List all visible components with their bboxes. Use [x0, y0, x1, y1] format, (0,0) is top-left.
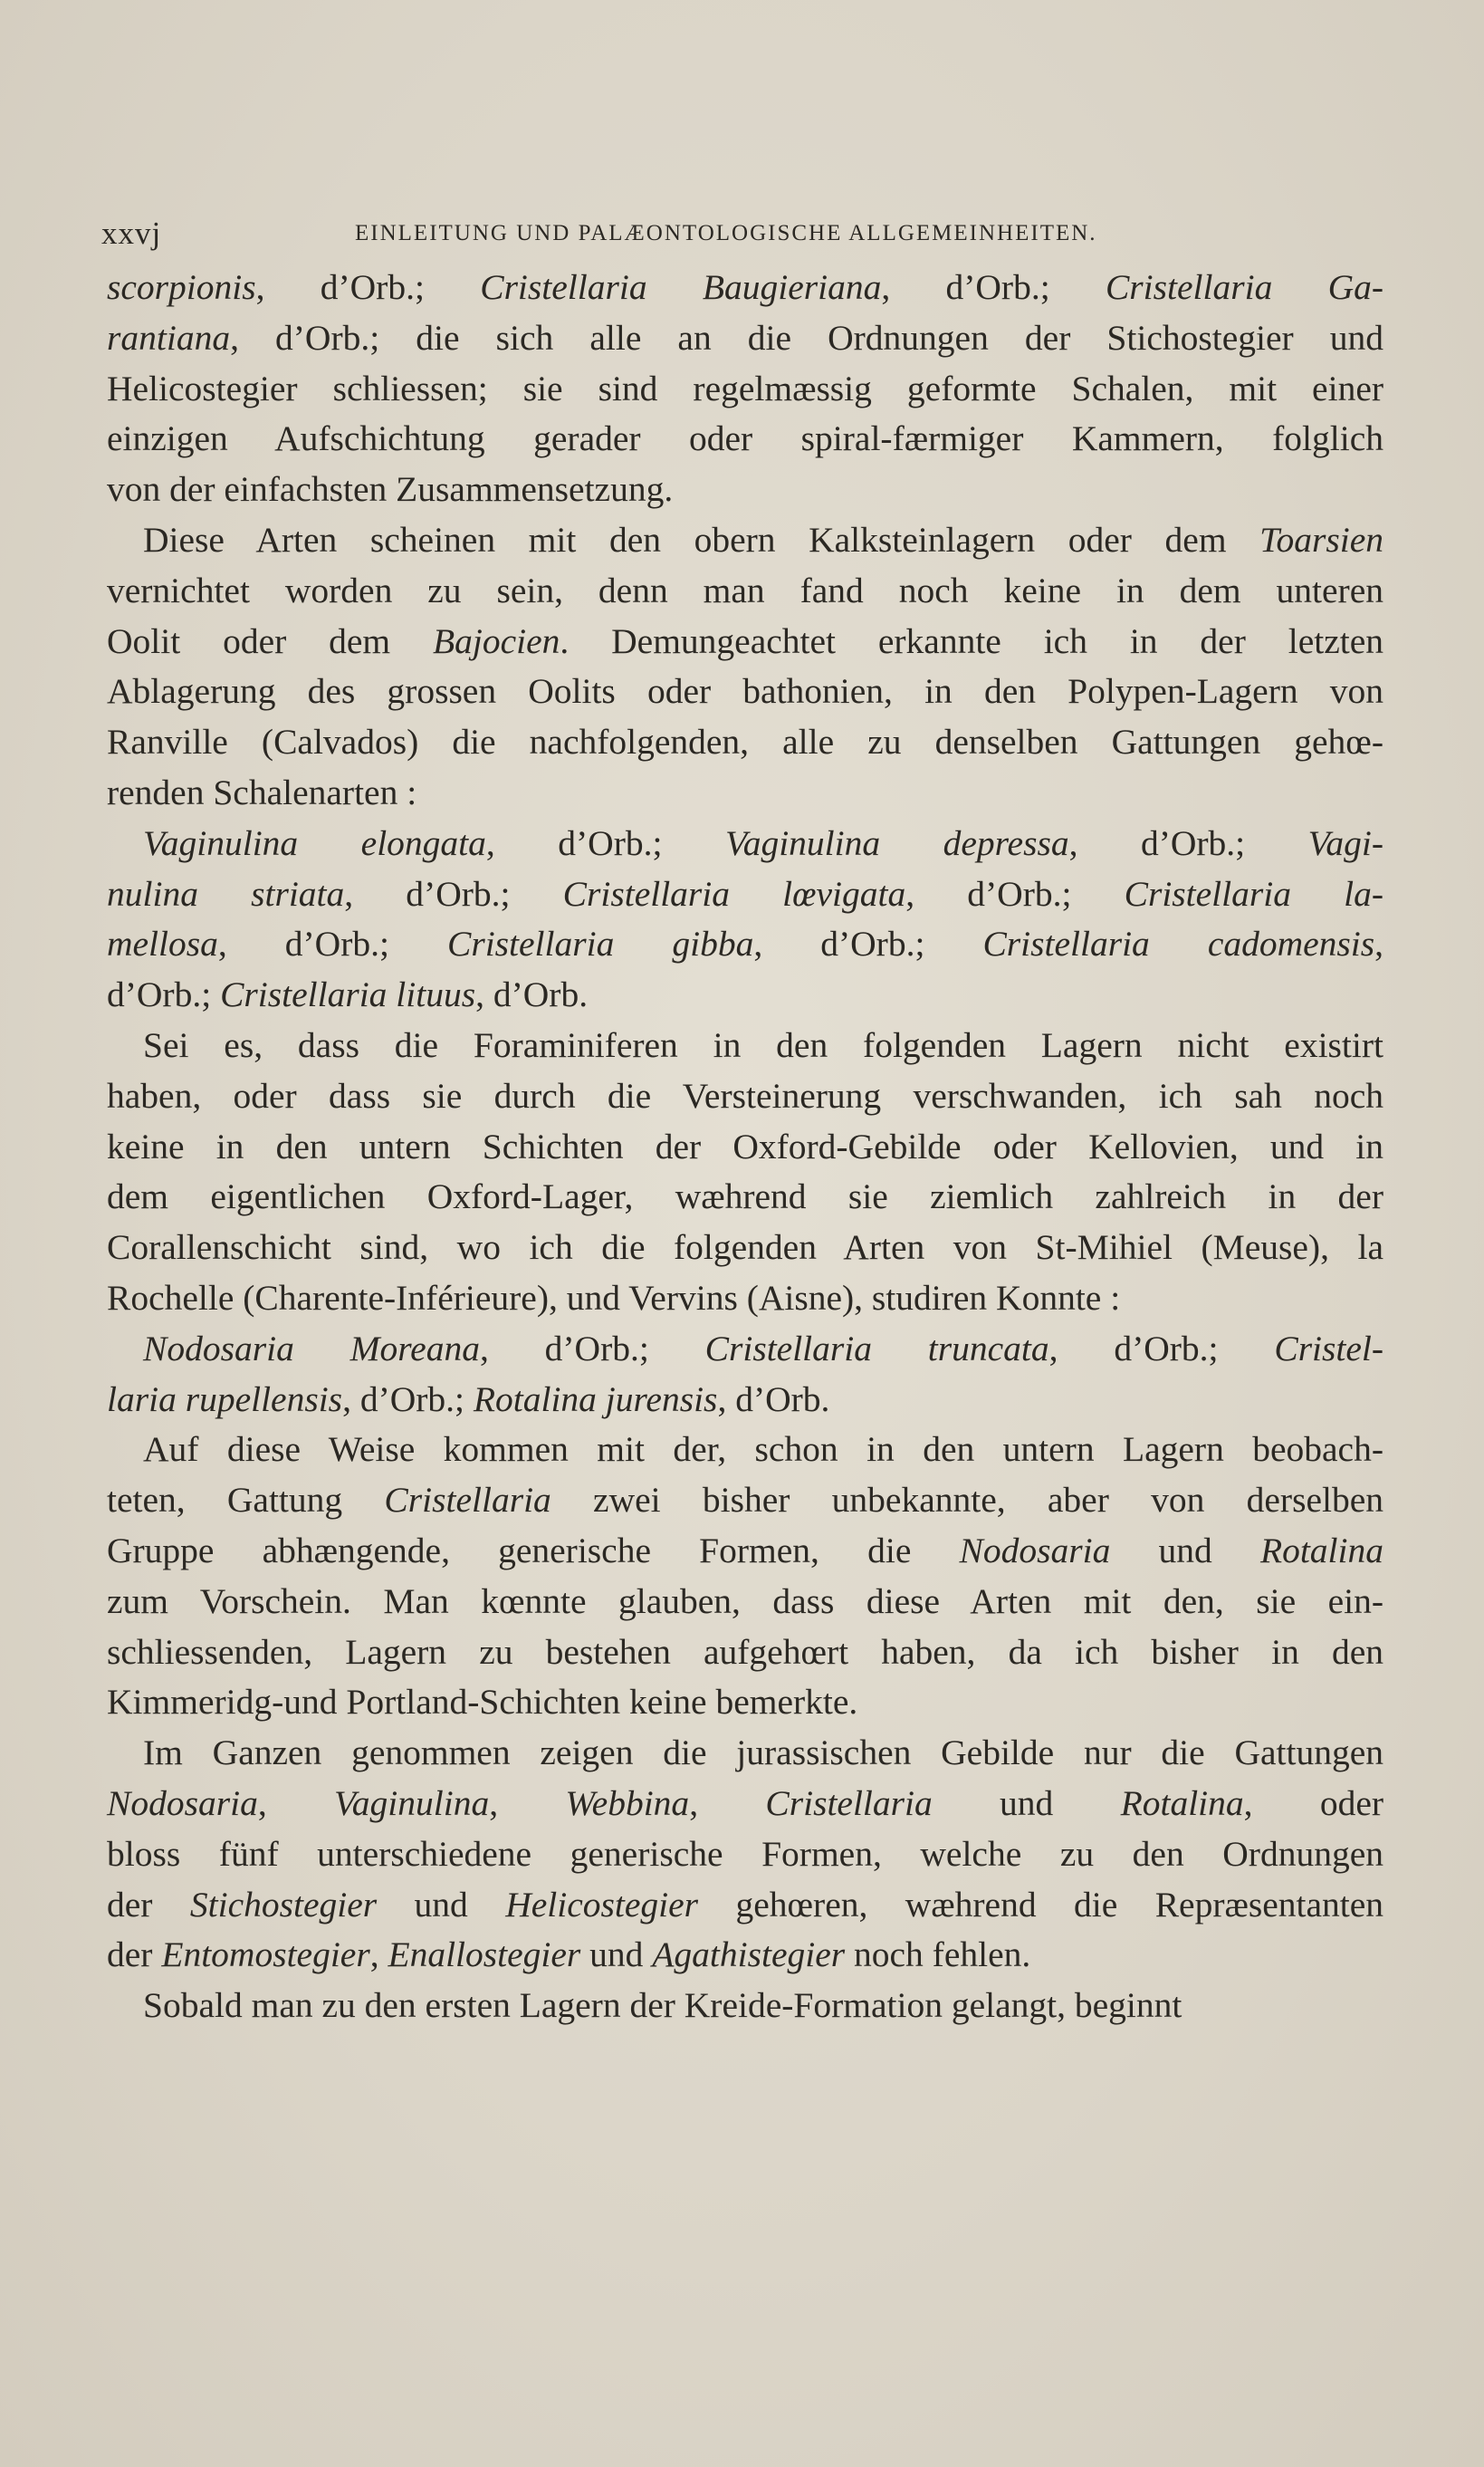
page-number: xxvj: [101, 216, 162, 251]
paragraph: [107, 263, 1383, 515]
paragraph: [107, 819, 1383, 1021]
text-line: einzigen Aufschichtung gerader oder spiral-færmiger Kammern, folglich: [107, 418, 1383, 459]
paragraph: [107, 1981, 1383, 2031]
text-line: Rochelle (Charente-Inférieure), und Vervins (Aisne), studiren Konnte :: [107, 1277, 1121, 1318]
text-line: renden Schalenarten :: [107, 772, 417, 812]
text-line: Sei es, dass die Foraminiferen in den folgenden Lagern nicht existirt: [143, 1024, 1383, 1065]
text-line: mellosa, d’Orb.; Cristellaria gibba, d’Orb.; Cristellaria cadomensis,: [107, 924, 1383, 965]
text-line: Sobald man zu den ersten Lagern der Kreide-Formation gelangt, beginnt: [143, 1985, 1182, 2026]
text-line: schliessenden, Lagern zu bestehen aufgehœrt haben, da ich bisher in den: [107, 1631, 1383, 1672]
text-line: teten, Gattung Cristellaria zwei bisher unbekannte, aber von derselben: [107, 1480, 1383, 1521]
text-line: der Stichostegier und Helicostegier gehœren, wæhrend die Repræsentanten: [107, 1884, 1384, 1925]
paragraph: [107, 1425, 1383, 1728]
text-line: von der einfachsten Zusammensetzung.: [107, 469, 674, 510]
text-line: der Entomostegier, Enallostegier und Agathistegier noch fehlen.: [107, 1934, 1031, 1975]
text-line: Helicostegier schliessen; sie sind regelmæssig geformte Schalen, mit einer: [107, 368, 1383, 408]
text-line: d’Orb.; Cristellaria lituus, d’Orb.: [107, 974, 589, 1015]
paragraph: [107, 1728, 1383, 1981]
paragraph: [107, 515, 1383, 819]
text-line: zum Vorschein. Man kœnnte glauben, dass diese Arten mit den, sie ein-: [107, 1580, 1383, 1621]
text-line: Oolit oder dem Bajocien. Demungeachtet erkannte ich in der letzten: [107, 620, 1383, 661]
running-title: EINLEITUNG UND PALÆONTOLOGISCHE ALLGEMEINHEITEN.: [355, 221, 1097, 245]
text-line: Gruppe abhængende, generische Formen, die Nodosaria und Rotalina: [107, 1530, 1383, 1570]
text-line: dem eigentlichen Oxford-Lager, wæhrend sie ziemlich zahlreich in der: [107, 1176, 1383, 1217]
text-line: bloss fünf unterschiedene generische Formen, welche zu den Ordnungen: [107, 1833, 1383, 1874]
text-line: Corallenschicht sind, wo ich die folgenden Arten von St-Mihiel (Meuse), la: [107, 1227, 1383, 1268]
text-line: scorpionis, d’Orb.; Cristellaria Baugieriana, d’Orb.; Cristellaria Ga-: [107, 267, 1384, 307]
text-line: vernichtet worden zu sein, denn man fand noch keine in dem unteren: [107, 570, 1383, 610]
text-line: laria rupellensis, d’Orb.; Rotalina jurensis, d’Orb.: [107, 1378, 830, 1419]
text-line: nulina striata, d’Orb.; Cristellaria lœvigata, d’Orb.; Cristellaria la-: [107, 873, 1384, 914]
text-line: rantiana, d’Orb.; die sich alle an die Ordnungen der Stichostegier und: [107, 317, 1383, 358]
paragraph: [107, 1021, 1383, 1324]
text-line: Im Ganzen genommen zeigen die jurassischen Gebilde nur die Gattungen: [143, 1733, 1383, 1773]
text-line: Ranville (Calvados) die nachfolgenden, alle zu denselben Gattungen gehœ-: [107, 722, 1383, 763]
text-line: keine in den untern Schichten der Oxford-Gebilde oder Kellovien, und in: [107, 1126, 1383, 1166]
text-line: Nodosaria, Vaginulina, Webbina, Cristellaria und Rotalina, oder: [107, 1782, 1384, 1823]
body-text: [107, 263, 1383, 2031]
text-line: Auf diese Weise kommen mit der, schon in den untern Lagern beobach-: [143, 1429, 1383, 1470]
page-header: [101, 216, 1378, 252]
paragraph: [107, 1324, 1383, 1425]
text-line: Nodosaria Moreana, d’Orb.; Cristellaria truncata, d’Orb.; Cristel-: [143, 1328, 1384, 1368]
text-line: Diese Arten scheinen mit den obern Kalksteinlagern oder dem Toarsien: [143, 519, 1383, 560]
text-line: Ablagerung des grossen Oolits oder bathonien, in den Polypen-Lagern von: [107, 671, 1383, 712]
text-line: Kimmeridg-und Portland-Schichten keine bemerkte.: [107, 1682, 858, 1723]
text-line: haben, oder dass sie durch die Versteinerung verschwanden, ich sah noch: [107, 1075, 1383, 1116]
text-line: Vaginulina elongata, d’Orb.; Vaginulina depressa, d’Orb.; Vagi-: [143, 822, 1384, 863]
